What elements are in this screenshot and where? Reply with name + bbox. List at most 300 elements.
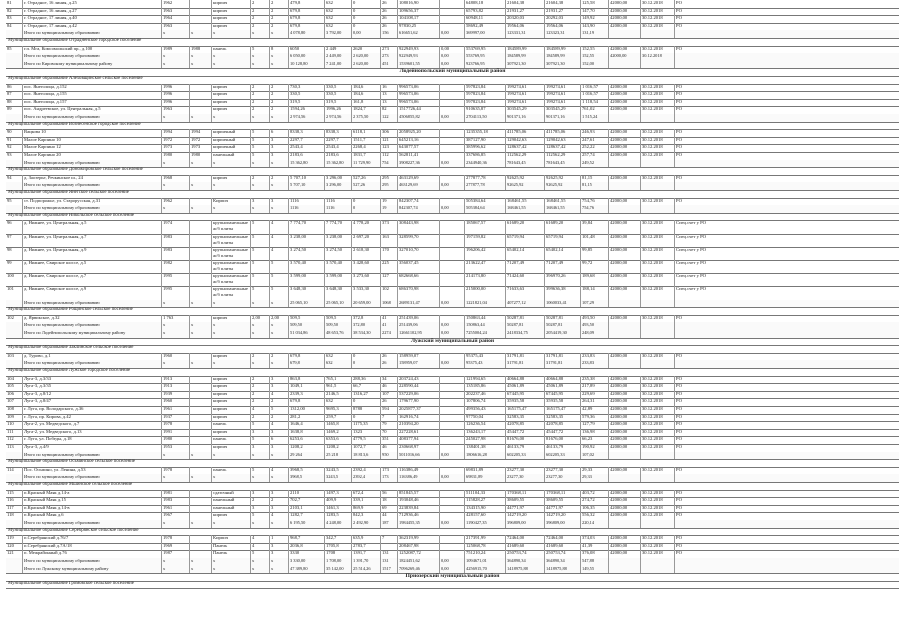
table-cell-entrances: 5 [269, 406, 288, 414]
table-cell-fund_type: 30.12.2018 [640, 505, 674, 513]
table-cell-year_built: x [161, 330, 189, 338]
table-cell-floors: 5 [250, 234, 269, 247]
table-cell-year_built: 1978 [161, 467, 189, 475]
table-cell-total_area: 25 065,10 [288, 300, 324, 308]
table-cell-specific_cost: 199274,61 [544, 84, 580, 92]
table-cell-municipal_area: 372,8 [351, 315, 380, 323]
table-cell-cost_local: 35935,58 [505, 398, 544, 406]
table-cell-floors: x [250, 114, 269, 122]
table-cell-cost_regional: 60948,11 [464, 15, 505, 23]
table-cell-specific_cost: 40664,88 [544, 376, 580, 384]
table-cell-address: Итого по муниципальному образованию [22, 160, 161, 168]
table-cell-year_decom: x [189, 53, 211, 61]
table-cell-municipal_area: 2 697,20 [351, 234, 380, 247]
table-cell-address: Малое Карпино 10 [22, 137, 161, 145]
table-cell-floors: 2 [250, 383, 269, 391]
table-cell-total_area: 2543,4 [288, 144, 324, 152]
table-cell-living_area: 259,7 [324, 414, 351, 422]
table-cell-extra: РО [674, 23, 899, 31]
table-cell-max_cost: 376,08 [580, 550, 608, 558]
table-cell-specific_cost: 170368,11 [544, 490, 580, 498]
table-cell-max_cost: 152,55 [580, 46, 608, 54]
table-cell-extra [674, 322, 899, 330]
table-cell-cost_fund [439, 273, 464, 286]
table-cell-address: пос. Янеголица, д.152 [22, 84, 161, 92]
table-cell-address: п.Красный Маяк д.14-а [22, 490, 161, 498]
table-cell-max_cost: 248,09 [580, 330, 608, 338]
table-cell-municipal_area: 0 [351, 15, 380, 23]
table-cell-year_built: x [161, 300, 189, 308]
table-cell-municipal_area: 4779,5 [351, 436, 380, 444]
table-cell-wall_material: x [211, 160, 250, 168]
table-cell-extra: РО [674, 46, 899, 54]
table-cell-cost_local: 901371,16 [505, 114, 544, 122]
table-cell-entrances: x [269, 360, 288, 368]
table-cell-total_area: 6 195,50 [288, 520, 324, 528]
table-cell-max_cost: 249,52 [580, 160, 608, 168]
table-cell-municipal_area: 161,8 [351, 99, 380, 107]
table-cell-municipal_area: 0 [351, 360, 380, 368]
table-cell-specific_cost: 19564,06 [544, 23, 580, 31]
table-cell-max_cost: 257,74 [580, 152, 608, 160]
table-cell-wall_material: x [211, 205, 250, 213]
table-cell-year_decom: x [189, 160, 211, 168]
table-cell-no [6, 520, 22, 528]
table-cell-total_area: 1638,8 [288, 429, 324, 437]
table-cell-max_cost: 131,19 [580, 30, 608, 38]
table-row [6, 286, 899, 300]
table-cell-cost_local: 199274,61 [505, 84, 544, 92]
table-cell-entrances: 4 [269, 421, 288, 429]
table-cell-specific_cost: 364890,34 [544, 558, 580, 566]
table-cell-residents: 170 [380, 247, 397, 260]
table-cell-cost_total: 208467,98 [397, 543, 439, 551]
table-cell-cost_fund [439, 286, 464, 299]
table-cell-floors: 2 [250, 398, 269, 406]
table-cell-extra [674, 114, 899, 122]
table-cell-end_date [608, 520, 640, 528]
table-cell-fund_type: 30.12.2018 [640, 353, 674, 361]
table-cell-year_decom [189, 444, 211, 452]
table-cell-entrances: 5 [269, 286, 288, 299]
table-cell-year_decom [189, 391, 211, 399]
table-cell-residents: 26 [380, 398, 397, 406]
table-cell-cost_local: 50287,81 [505, 315, 544, 323]
table-cell-living_area: 25 065,10 [324, 300, 351, 308]
table-cell-year_built: 1967 [161, 512, 189, 520]
table-cell-specific_cost: 20292,03 [544, 15, 580, 23]
table-cell-cost_local: 21931,27 [505, 8, 544, 16]
table-cell-extra: РО [674, 84, 899, 92]
table-cell-no: 97 [7, 233, 12, 239]
table-cell-year_built: 1 763 [161, 315, 189, 323]
table-cell-year_decom [189, 383, 211, 391]
table-cell-living_area: 1708 [324, 550, 351, 558]
table-cell-cost_total: 1984455,35 [397, 520, 439, 528]
table-cell-address: г. Отрадное, 16 линия, д.25 [22, 0, 161, 8]
table-cell-specific_cost: 165175,47 [544, 406, 580, 414]
table-cell-wall_material: x [211, 300, 250, 308]
table-cell-residents: 112 [380, 152, 397, 160]
table-cell-address: г. Отрадное, 17 линия, д.42 [22, 23, 161, 31]
table-cell-entrances: 2 [269, 91, 288, 99]
table-cell-cost_total: 223839,84 [397, 505, 439, 513]
table-cell-year_decom [189, 467, 211, 475]
table-cell-cost_total: 251439,06 [397, 322, 439, 330]
table-cell-cost_fund [439, 414, 464, 422]
table-cell-entrances: 1 [269, 535, 288, 543]
table-cell-no: 92 [7, 144, 12, 150]
table-cell-entrances: x [269, 520, 288, 528]
table-cell-cost_regional: 277877,78 [464, 182, 505, 190]
table-cell-specific_cost: 23277,30 [544, 467, 580, 475]
table-cell-total_area: 2183,6 [288, 152, 324, 160]
table-cell-year_built: 1995 [161, 273, 189, 286]
table-cell-no [6, 330, 22, 338]
table-cell-cost_regional: 277877,78 [464, 175, 505, 183]
table-cell-cost_total: 851845,57 [397, 490, 439, 498]
table-cell-municipal_area: 1831,7 [351, 152, 380, 160]
table-cell-municipal_area: 3 428,60 [351, 260, 380, 273]
table-cell-municipal_area: 288,36 [351, 376, 380, 384]
table-cell-end_date: 42000,00 [608, 535, 640, 543]
table-cell-entrances: 3 [269, 376, 288, 384]
table-cell-specific_cost: 21604,38 [544, 0, 580, 8]
table-cell-specific_cost: 128637,42 [544, 144, 580, 152]
table-cell-cost_fund [439, 15, 464, 23]
table-cell-no: 112 [7, 436, 14, 442]
table-cell-cost_total: 1539601,55 [397, 61, 439, 69]
table-cell-cost_regional: 197159,82 [464, 234, 505, 247]
table-cell-floors: x [250, 558, 269, 566]
table-cell-year_decom [189, 490, 211, 498]
table-cell-specific_cost: 250753,74 [544, 550, 580, 558]
table-cell-year_decom [189, 260, 211, 273]
table-cell-extra: РО [674, 436, 899, 444]
table-cell-year_decom [189, 406, 211, 414]
table-cell-total_area: 3 330,00 [288, 558, 324, 566]
table-cell-total_area: 3968,5 [288, 467, 324, 475]
table-cell-municipal_area: 527,26 [351, 175, 380, 183]
table-cell-cost_local: 170368,11 [505, 490, 544, 498]
table-cell-fund_type: 30.12.2018 [640, 535, 674, 543]
table-cell-wall_material: кирпич [211, 376, 250, 384]
table-cell-cost_local: 199274,61 [505, 91, 544, 99]
table-cell-cost_total: 228590,44 [397, 383, 439, 391]
table-cell-wall_material: кирпич [211, 175, 250, 183]
table-cell-address: ст. Подпорожье, ул. Старорусская, д.31 [22, 198, 161, 206]
table-cell-wall_material: кирпич [211, 391, 250, 399]
section-title: Муниципальное образование Вознесенское городское поселение [8, 121, 141, 127]
table-cell-end_date: 42000,00 [608, 550, 640, 558]
table-cell-residents: 187 [380, 520, 397, 528]
table-cell-specific_cost: 23277,30 [544, 474, 580, 482]
table-cell-no [6, 558, 22, 566]
table-cell-specific_cost: 65719,94 [544, 234, 580, 247]
table-cell-cost_total: 227228,61 [397, 429, 439, 437]
table-cell-year_built: x [161, 322, 189, 330]
table-cell-residents: 306 [380, 129, 397, 137]
table-cell-total_area: 968,7 [288, 535, 324, 543]
table-cell-extra [674, 558, 899, 566]
table-cell-living_area: 2543,4 [324, 144, 351, 152]
table-cell-max_cost: 264,31 [580, 398, 608, 406]
table-cell-municipal_area: 0 [351, 398, 380, 406]
section-header-row [6, 581, 899, 590]
table-cell-cost_regional: 597823,84 [464, 91, 505, 99]
table-cell-total_area: 2036,8 [288, 543, 324, 551]
table-cell-fund_type: 30.12.2018 [640, 286, 674, 299]
table-cell-municipal_area: 0,00 [351, 30, 380, 38]
table-cell-living_area: 632 [324, 15, 351, 23]
table-cell-extra: РО [674, 444, 899, 452]
table-cell-address: п.Красный Маяк д.15 [22, 497, 161, 505]
table-cell-year_built: x [161, 566, 189, 574]
table-cell-wall_material: кирпич [211, 444, 250, 452]
table-cell-max_cost: 29,33 [580, 474, 608, 482]
table-cell-cost_local: 71633,63 [505, 286, 544, 299]
table-cell-address: Итого по Кировскому муниципальному району [22, 61, 161, 69]
table-cell-wall_material: кирпич [211, 414, 250, 422]
table-cell-year_decom [189, 315, 211, 323]
table-cell-municipal_area: 0 [351, 198, 380, 206]
table-cell-specific_cost: 92625,92 [544, 182, 580, 190]
table-cell-residents: 34 [380, 376, 397, 384]
table-cell-cost_fund [439, 198, 464, 206]
table-cell-floors: 3 [250, 429, 269, 437]
table-cell-end_date: 42000,00 [608, 260, 640, 273]
table-cell-year_built: 1972 [161, 137, 189, 145]
table-cell-cost_total: 328599,70 [397, 234, 439, 247]
table-cell-cost_regional: 150863,44 [464, 322, 505, 330]
table-cell-specific_cost: 32583,35 [544, 414, 580, 422]
table-cell-cost_total: 537229,06 [397, 391, 439, 399]
table-cell-total_area: 330,5 [288, 91, 324, 99]
table-cell-municipal_area: 1072,7 [351, 444, 380, 452]
table-cell-living_area: 1461,3 [324, 505, 351, 513]
table-cell-floors: 5 [250, 550, 269, 558]
table-cell-extra: Спец.счет у РО [674, 247, 899, 260]
table-cell-cost_total: 108016,90 [397, 0, 439, 8]
table-cell-end_date: 42000,00 [608, 315, 640, 323]
table-cell-living_area: 1116 [324, 198, 351, 206]
table-cell-wall_material: x [211, 182, 250, 190]
table-cell-cost_total: 356037,45 [397, 260, 439, 273]
table-cell-residents: 79 [380, 421, 397, 429]
table-cell-wall_material: кирпич [211, 84, 250, 92]
table-cell-cost_local: 2418334,75 [505, 330, 544, 338]
table-cell-residents: 7 [380, 414, 397, 422]
table-cell-cost_total: 308443,98 [397, 220, 439, 233]
table-cell-residents: 13 [380, 99, 397, 107]
table-cell-year_built: x [161, 53, 189, 61]
table-cell-cost_local: 781643,45 [505, 160, 544, 168]
table-cell-cost_regional: 553769,95 [464, 53, 505, 61]
table-cell-address: Итого по Лужскому муниципальному району [22, 566, 161, 574]
table-cell-total_area: 51 034,86 [288, 330, 324, 338]
table-cell-cost_total: 203724,43 [397, 376, 439, 384]
table-cell-cost_regional: 505384,64 [464, 205, 505, 213]
table-cell-municipal_area: 527,26 [351, 182, 380, 190]
table-cell-year_decom: x [189, 182, 211, 190]
table-cell-address: г. Луга, пр. Володарского, д.36 [22, 406, 161, 414]
table-cell-specific_cost: 303545,29 [544, 106, 580, 114]
table-cell-residents: 56 [380, 490, 397, 498]
table-cell-total_area: 2297,7 [288, 137, 324, 145]
table-cell-entrances: 4 [269, 220, 288, 233]
table-cell-cost_fund [439, 406, 464, 414]
table-cell-cost_fund: 0,00 [439, 330, 464, 338]
table-cell-max_cost: 403,72 [580, 490, 608, 498]
table-cell-cost_regional: 337686,85 [464, 152, 505, 160]
table-cell-cost_fund: 0,00 [439, 46, 464, 54]
table-cell-floors: 5 [250, 46, 269, 54]
table-cell-year_built: x [161, 61, 189, 69]
table-cell-max_cost: 152,55 [580, 53, 608, 61]
table-cell-wall_material: сдаточный [211, 490, 250, 498]
section-title: Муниципальное образование Осьминское сельское поселение [8, 459, 135, 465]
table-cell-extra: РО [674, 421, 899, 429]
table-cell-cost_total: 4506855,82 [397, 114, 439, 122]
table-cell-year_decom [189, 0, 211, 8]
table-cell-fund_type: 30.12.2018 [640, 429, 674, 437]
table-cell-fund_type: 30.12.2018 [640, 0, 674, 8]
table-cell-max_cost: 229,69 [580, 391, 608, 399]
table-cell-residents: 122 [380, 114, 397, 122]
table-row [6, 234, 899, 248]
table-cell-entrances: x [269, 566, 288, 574]
table-cell-wall_material: крупнопанельные ж/б плиты [211, 286, 250, 299]
table-cell-specific_cost: 61689,20 [544, 220, 580, 233]
table-cell-specific_cost: 72464,00 [544, 535, 580, 543]
table-cell-total_area: 509,5 [288, 315, 324, 323]
table-cell-fund_type: 30.12.2018 [640, 198, 674, 206]
table-cell-specific_cost: 71207,49 [544, 260, 580, 273]
table-cell-max_cost: 493,50 [580, 322, 608, 330]
table-cell-year_built: 1978 [161, 535, 189, 543]
table-cell-no [6, 205, 22, 213]
table-cell-living_area: 1469,2 [324, 429, 351, 437]
table-cell-year_built: 1973 [161, 144, 189, 152]
table-cell-total_area: 319,5 [288, 99, 324, 107]
table-cell-municipal_area: 2 620,00 [351, 61, 380, 69]
table-cell-cost_total: 2689131,47 [397, 300, 439, 308]
table-cell-cost_local: 165175,47 [505, 406, 544, 414]
table-cell-extra [674, 330, 899, 338]
table-cell-cost_local: 81676,00 [505, 436, 544, 444]
table-cell-residents: 41 [380, 322, 397, 330]
table-cell-municipal_area: 0 [351, 414, 380, 422]
table-cell-max_cost: 147,70 [580, 8, 608, 16]
table-cell-cost_regional: 125068,78 [464, 543, 505, 551]
table-cell-total_area: 679,8 [288, 398, 324, 406]
table-cell-entrances: 4 [269, 512, 288, 520]
table-cell-address: д. Нижнее, Свирское шоссе, д.5 [22, 260, 161, 273]
table-cell-max_cost: 761,02 [580, 106, 608, 114]
table-cell-cost_fund [439, 129, 464, 137]
table-cell-year_decom: 1994 [189, 129, 211, 137]
table-cell-wall_material: Кирпич [211, 535, 250, 543]
table-cell-wall_material: x [211, 474, 250, 482]
table-cell-no [6, 114, 22, 122]
table-cell-cost_fund [439, 467, 464, 475]
table-cell-residents: 19 [380, 198, 397, 206]
table-cell-max_cost: 235,38 [580, 376, 608, 384]
table-cell-floors: x [250, 360, 269, 368]
table-cell-cost_local: 168461,55 [505, 205, 544, 213]
table-cell-end_date: 42000,00 [608, 15, 640, 23]
table-cell-cost_fund [439, 550, 464, 558]
table-cell-residents: 225 [380, 260, 397, 273]
table-cell-end_date: 42000,00 [608, 234, 640, 247]
table-cell-wall_material: панель [211, 436, 250, 444]
table-cell-residents: 2274 [380, 330, 397, 338]
table-cell-cost_total: 562811,41 [397, 152, 439, 160]
table-cell-cost_local: 23277,30 [505, 467, 544, 475]
table-cell-no: 104 [7, 375, 14, 381]
table-cell-specific_cost: 184589,99 [544, 46, 580, 54]
table-cell-specific_cost: 92625,92 [544, 175, 580, 183]
table-cell-cost_local: 67445,95 [505, 391, 544, 399]
table-cell-year_built: 1968 [161, 175, 189, 183]
table-cell-end_date: 42000,00 [608, 497, 640, 505]
table-cell-municipal_area: 2 618,30 [351, 247, 380, 260]
table-cell-max_cost: 247,61 [580, 137, 608, 145]
table-cell-floors: 5 [250, 220, 269, 233]
table-cell-max_cost: 66,23 [580, 436, 608, 444]
table-cell-fund_type: 30.12.2018 [640, 247, 674, 260]
table-cell-max_cost: 127,79 [580, 421, 608, 429]
table-cell-fund_type: 30.12.2018 [640, 436, 674, 444]
table-cell-cost_regional: 428157,60 [464, 512, 505, 520]
table-cell-floors: 3 [250, 490, 269, 498]
table-cell-fund_type [640, 474, 674, 482]
table-cell-municipal_area: 38 534,30 [351, 330, 380, 338]
table-cell-address: д. Нижнее, Свирское шоссе, д.9 [22, 286, 161, 299]
table-cell-max_cost: 42,89 [580, 406, 608, 414]
table-cell-fund_type: 30.12.2018 [640, 421, 674, 429]
table-cell-residents: 754 [380, 160, 397, 168]
table-cell-entrances: x [269, 205, 288, 213]
table-cell-address: Итого по муниципальному образованию [22, 452, 161, 460]
table-cell-cost_local: 307921,30 [505, 61, 544, 69]
table-cell-no [6, 452, 22, 460]
table-cell-cost_fund [439, 152, 464, 160]
table-cell-residents: 1517 [380, 566, 397, 574]
table-cell-cost_regional: 107806,74 [464, 398, 505, 406]
table-cell-floors: x [250, 452, 269, 460]
table-cell-total_area: 6050 [288, 46, 324, 54]
table-cell-cost_fund: 0,00 [439, 160, 464, 168]
table-cell-cost_regional: 511104,33 [464, 490, 505, 498]
table-cell-municipal_area: 1 391,70 [351, 558, 380, 566]
table-cell-floors: 5 [250, 467, 269, 475]
table-cell-no: 90 [7, 129, 12, 135]
table-cell-end_date: 42000,00 [608, 353, 640, 361]
table-cell-wall_material: кирпичный [211, 129, 250, 137]
table-cell-total_area: 509,50 [288, 322, 324, 330]
table-cell-year_built: 1981 [161, 490, 189, 498]
table-cell-municipal_area: 869,9 [351, 505, 380, 513]
table-cell-entrances: 3 [269, 383, 288, 391]
table-cell-specific_cost: 199274,61 [544, 99, 580, 107]
table-cell-extra: РО [674, 152, 899, 160]
table-cell-year_decom [189, 505, 211, 513]
table-cell-municipal_area: 0 [351, 23, 380, 31]
table-cell-living_area: 1283,5 [324, 512, 351, 520]
table-cell-max_cost: 754,76 [580, 205, 608, 213]
table-cell-max_cost: 81,15 [580, 175, 608, 183]
